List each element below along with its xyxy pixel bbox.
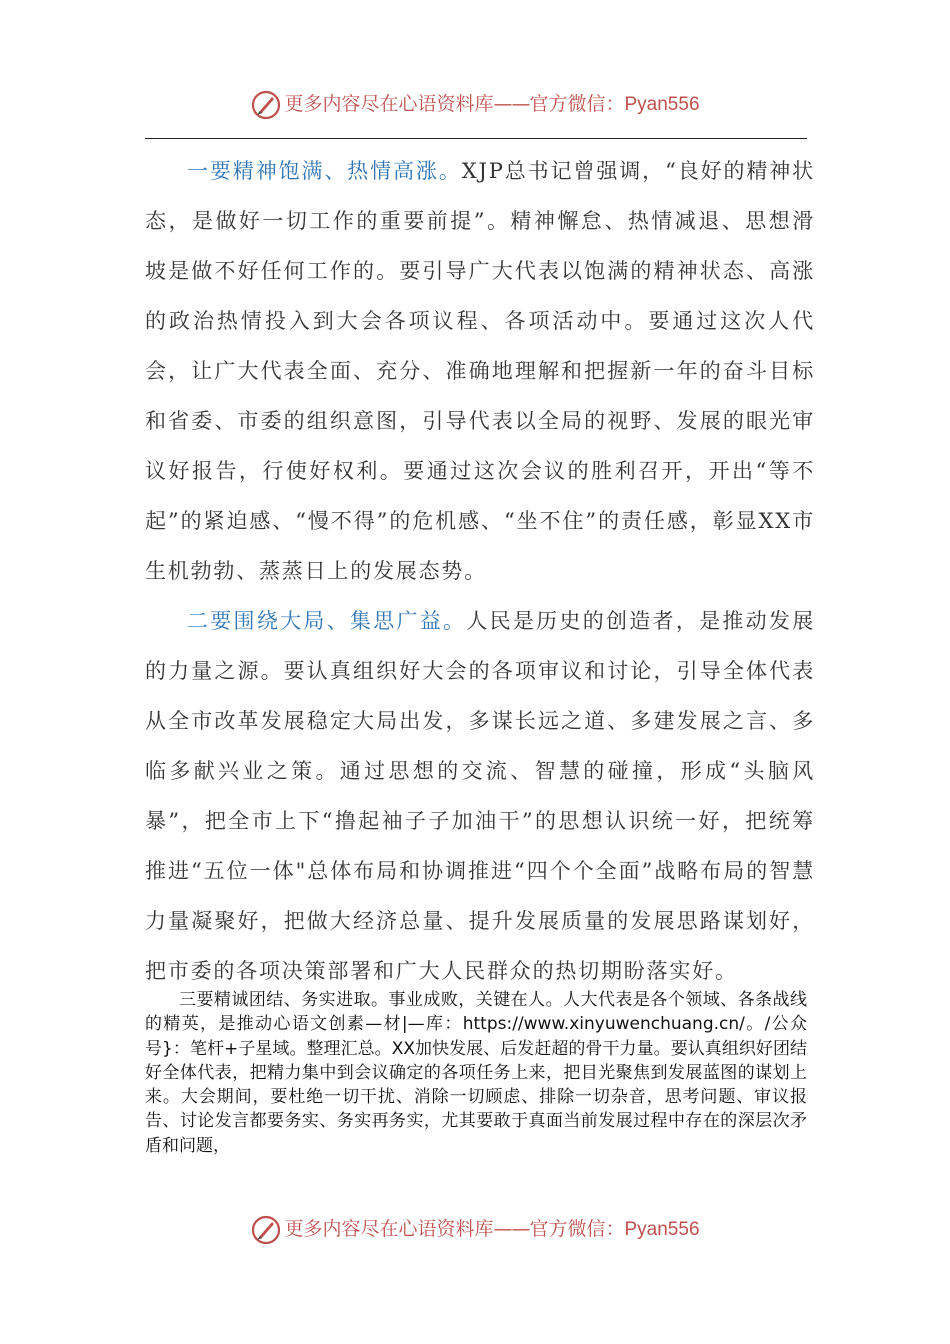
paragraph-1-body: XJP总书记曾强调，“良好的精神状态，是做好一切工作的重要前提”。精神懈怠、热情减退、思想滑坡是做不好任何工作的。要引导广大代表以饱满的精神状态、高涨的政治热情投入到大会各项议程、各项活动中。要通过这次人代会，让广大代表全面、充分、准确地理解和把握新一年的奋斗目标和省委、市委的组织意图，引导代表以全局的视野、发展的眼光审议好报告，行使好权利。要通过这次会议的胜利召开，开出“等不起”的紧迫感、“慢不得”的危机感、“坐不住”的责任感，彰显XX市生机勃勃、蒸蒸日上的发展态势。 (145, 159, 815, 583)
banner-separator: —— (493, 93, 530, 115)
header-rule (145, 138, 807, 139)
header-banner (0, 80, 950, 128)
main-content (145, 146, 815, 996)
quill-logo-icon (250, 89, 282, 121)
paragraph-2 (145, 596, 815, 996)
paragraph-3: 三要精诚团结、务实进取。事业成败，关键在人。人大代表是各个领域、各条战线的精英，是推动心语文创素—材|—库：https://www.xinyuwenchuang.cn/。/公众号}：笔杆+子星域。整理汇总。XX加快发展、后发赶超的骨干力量。要认真组织好团结好全体代表，把精力集中到会议确定的各项任务上来，把目光聚焦到发展蓝图的谋划上来。大会期间，要杜绝一切干扰、消除一切顾虑、排除一切杂音，思考问题、审议报告、讨论发言都要务实、务实再务实，尤其要敢于真面当前发展过程中存在的深层次矛盾和问题， (145, 990, 807, 1156)
footer-banner-handle: Pyan556 (624, 1219, 700, 1240)
paragraph-2-body: 人民是历史的创造者，是推动发展的力量之源。要认真组织好大会的各项审议和讨论，引导全体代表从全市改革发展稳定大局出发，多谋长远之道、多建发展之言、多临多献兴业之策。通过思想的交流、智慧的碰撞，形成“头脑风暴”，把全市上下“撸起袖子子加油干”的思想认识统一好，把统筹推进“五位一体"总体布局和协调推进“四个个全面”战略布局的智慧力量凝聚好，把做大经济总量、提升发展质量的发展思路谋划好，把市委的各项决策部署和广大人民群众的热切期盼落实好。 (145, 609, 815, 983)
footer-banner-text: 更多内容尽在心语资料库 (284, 1218, 494, 1240)
quill-logo-icon (250, 1214, 282, 1246)
banner-wechat-label: 官方微信： (529, 93, 625, 115)
paragraph-1 (145, 146, 815, 596)
footer-banner-separator: —— (493, 1218, 530, 1240)
banner-handle: Pyan556 (624, 94, 700, 115)
footer-banner-wechat-label: 官方微信： (529, 1218, 625, 1240)
paragraph-2-lead: 二要围绕大局、集思广益。 (187, 609, 467, 633)
banner-text: 更多内容尽在心语资料库 (284, 93, 494, 115)
tail-section (145, 988, 807, 1158)
footer-banner (0, 1205, 950, 1253)
paragraph-1-lead: 一要精神饱满、热情高涨。 (187, 159, 462, 183)
